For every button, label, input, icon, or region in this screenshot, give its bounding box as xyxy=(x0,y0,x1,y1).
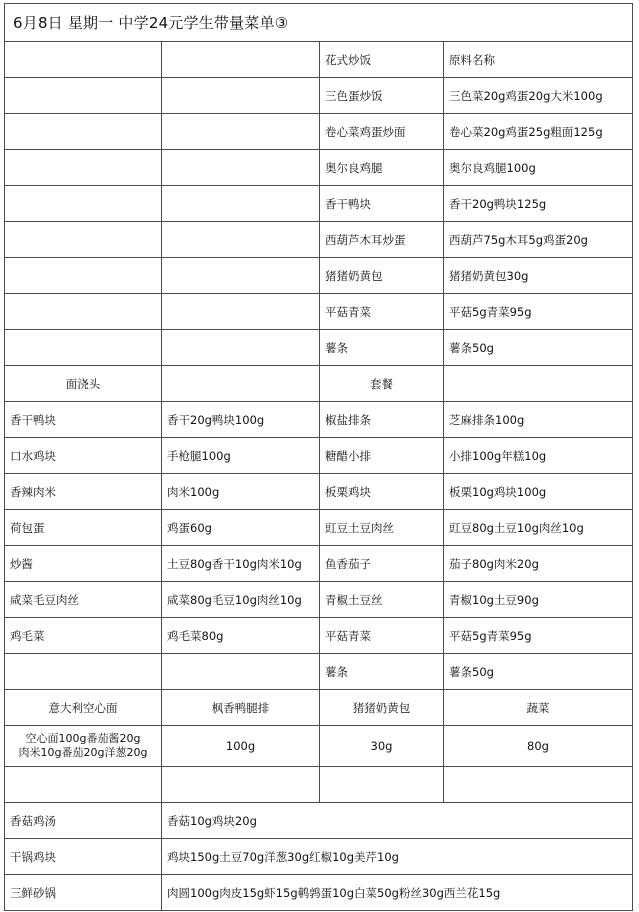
custard-bun-header: 猪猪奶黄包 xyxy=(320,690,444,726)
set-meal-dish-ingredients: 薯条50g xyxy=(444,654,633,690)
empty-cell xyxy=(162,114,320,150)
empty-cell xyxy=(162,294,320,330)
soup-ingredients: 鸡块150g土豆70g洋葱30g红椒10g美芹10g xyxy=(162,839,633,875)
set-meal-dish-name: 糖醋小排 xyxy=(320,438,444,474)
noodle-dish-name: 荷包蛋 xyxy=(5,510,162,546)
table-row xyxy=(5,402,633,438)
duck-leg-header: 枫香鸭腿排 xyxy=(162,690,320,726)
set-meal-dish-ingredients: 平菇5g青菜95g xyxy=(444,618,633,654)
empty-cell xyxy=(162,366,320,402)
table-row xyxy=(5,78,633,114)
vegetable-amount: 80g xyxy=(444,726,633,767)
table-row xyxy=(5,42,633,78)
dish-ingredients: 平菇5g青菜95g xyxy=(444,294,633,330)
noodle-dish-name: 香辣肉米 xyxy=(5,474,162,510)
soup-ingredients: 肉圆100g肉皮15g虾15g鹌鹑蛋10g白菜50g粉丝30g西兰花15g xyxy=(162,875,633,911)
soup-ingredients: 香菇10g鸡块20g xyxy=(162,803,633,839)
noodle-dish-name: 香干鸭块 xyxy=(5,402,162,438)
table-row xyxy=(5,150,633,186)
set-meal-dish-name: 椒盐排条 xyxy=(320,402,444,438)
table-row xyxy=(5,222,633,258)
soup-name: 香菇鸡汤 xyxy=(5,803,162,839)
table-row xyxy=(5,618,633,654)
noodle-dish-ingredients: 肉米100g xyxy=(162,474,320,510)
set-meal-dish-name: 薯条 xyxy=(320,654,444,690)
empty-cell xyxy=(5,654,162,690)
table-row xyxy=(5,474,633,510)
empty-cell xyxy=(162,654,320,690)
set-meal-header: 套餐 xyxy=(320,366,444,402)
empty-cell xyxy=(5,186,162,222)
dish-ingredients: 西葫芦75g木耳5g鸡蛋20g xyxy=(444,222,633,258)
title-row xyxy=(5,4,633,42)
dish-ingredients: 奥尔良鸡腿100g xyxy=(444,150,633,186)
empty-cell xyxy=(162,767,320,803)
table-row xyxy=(5,186,633,222)
empty-cell xyxy=(5,330,162,366)
custard-bun-amount: 30g xyxy=(320,726,444,767)
vegetable-header: 蔬菜 xyxy=(444,690,633,726)
table-row xyxy=(5,258,633,294)
set-meal-dish-ingredients: 小排100g年糕10g xyxy=(444,438,633,474)
set-meal-dish-ingredients: 板栗10g鸡块100g xyxy=(444,474,633,510)
empty-cell xyxy=(162,186,320,222)
noodle-dish-name: 鸡毛菜 xyxy=(5,618,162,654)
empty-cell xyxy=(162,222,320,258)
dish-name: 香干鸭块 xyxy=(320,186,444,222)
table-row xyxy=(5,294,633,330)
pasta-ingredients-line-2: 肉米10g番茄20g洋葱20g xyxy=(18,746,148,759)
empty-cell xyxy=(162,42,320,78)
set-meal-dish-name: 豇豆土豆肉丝 xyxy=(320,510,444,546)
dish-ingredients: 薯条50g xyxy=(444,330,633,366)
noodle-dish-name: 口水鸡块 xyxy=(5,438,162,474)
table-row xyxy=(5,546,633,582)
table-row xyxy=(5,510,633,546)
set-meal-dish-ingredients: 青椒10g土豆90g xyxy=(444,582,633,618)
duck-leg-amount: 100g xyxy=(162,726,320,767)
table-row xyxy=(5,366,633,402)
set-meal-dish-name: 青椒土豆丝 xyxy=(320,582,444,618)
noodle-header: 面浇头 xyxy=(5,366,162,402)
fried-rice-header: 花式炒饭 xyxy=(320,42,444,78)
noodle-dish-ingredients: 土豆80g香干10g肉米10g xyxy=(162,546,320,582)
pasta-header: 意大利空心面 xyxy=(5,690,162,726)
noodle-dish-ingredients: 手枪腿100g xyxy=(162,438,320,474)
table-row xyxy=(5,875,633,911)
noodle-dish-ingredients: 鸡蛋60g xyxy=(162,510,320,546)
menu-table xyxy=(4,3,633,911)
set-meal-dish-ingredients: 芝麻排条100g xyxy=(444,402,633,438)
noodle-dish-ingredients: 咸菜80g毛豆10g肉丝10g xyxy=(162,582,320,618)
dish-ingredients: 猪猪奶黄包30g xyxy=(444,258,633,294)
ingredients-header: 原料名称 xyxy=(444,42,633,78)
noodle-dish-ingredients: 香干20g鸭块100g xyxy=(162,402,320,438)
table-row xyxy=(5,438,633,474)
dish-ingredients: 三色菜20g鸡蛋20g大米100g xyxy=(444,78,633,114)
table-row xyxy=(5,582,633,618)
table-row xyxy=(5,839,633,875)
soup-name: 三鲜砂锅 xyxy=(5,875,162,911)
menu-sheet xyxy=(4,3,632,907)
dish-name: 奥尔良鸡腿 xyxy=(320,150,444,186)
set-meal-dish-name: 平菇青菜 xyxy=(320,618,444,654)
empty-cell xyxy=(5,222,162,258)
empty-cell xyxy=(444,366,633,402)
empty-cell xyxy=(5,78,162,114)
empty-cell xyxy=(5,114,162,150)
dish-name: 西葫芦木耳炒蛋 xyxy=(320,222,444,258)
noodle-dish-name: 咸菜毛豆肉丝 xyxy=(5,582,162,618)
empty-cell xyxy=(320,767,444,803)
noodle-dish-name: 炒酱 xyxy=(5,546,162,582)
table-row xyxy=(5,114,633,150)
dish-name: 薯条 xyxy=(320,330,444,366)
empty-cell xyxy=(5,294,162,330)
empty-cell xyxy=(162,330,320,366)
empty-cell xyxy=(162,150,320,186)
set-meal-dish-ingredients: 茄子80g肉米20g xyxy=(444,546,633,582)
page-title: 6月8日 星期一 中学24元学生带量菜单③ xyxy=(5,4,633,42)
table-row xyxy=(5,803,633,839)
dish-ingredients: 卷心菜20g鸡蛋25g粗面125g xyxy=(444,114,633,150)
empty-cell xyxy=(5,767,162,803)
dish-name: 平菇青菜 xyxy=(320,294,444,330)
pasta-ingredients xyxy=(5,726,162,767)
empty-cell xyxy=(162,258,320,294)
dish-name: 猪猪奶黄包 xyxy=(320,258,444,294)
soup-name: 干锅鸡块 xyxy=(5,839,162,875)
dish-name: 三色蛋炒饭 xyxy=(320,78,444,114)
empty-cell xyxy=(5,150,162,186)
set-meal-dish-name: 板栗鸡块 xyxy=(320,474,444,510)
dish-ingredients: 香干20g鸭块125g xyxy=(444,186,633,222)
table-row xyxy=(5,690,633,726)
empty-cell xyxy=(162,78,320,114)
table-row xyxy=(5,330,633,366)
set-meal-dish-ingredients: 豇豆80g土豆10g肉丝10g xyxy=(444,510,633,546)
empty-cell xyxy=(444,767,633,803)
noodle-dish-ingredients: 鸡毛菜80g xyxy=(162,618,320,654)
dish-name: 卷心菜鸡蛋炒面 xyxy=(320,114,444,150)
table-row xyxy=(5,767,633,803)
table-row xyxy=(5,726,633,767)
pasta-ingredients-line-1: 空心面100g番茄酱20g xyxy=(25,732,141,745)
set-meal-dish-name: 鱼香茄子 xyxy=(320,546,444,582)
empty-cell xyxy=(5,258,162,294)
empty-cell xyxy=(5,42,162,78)
table-row xyxy=(5,654,633,690)
